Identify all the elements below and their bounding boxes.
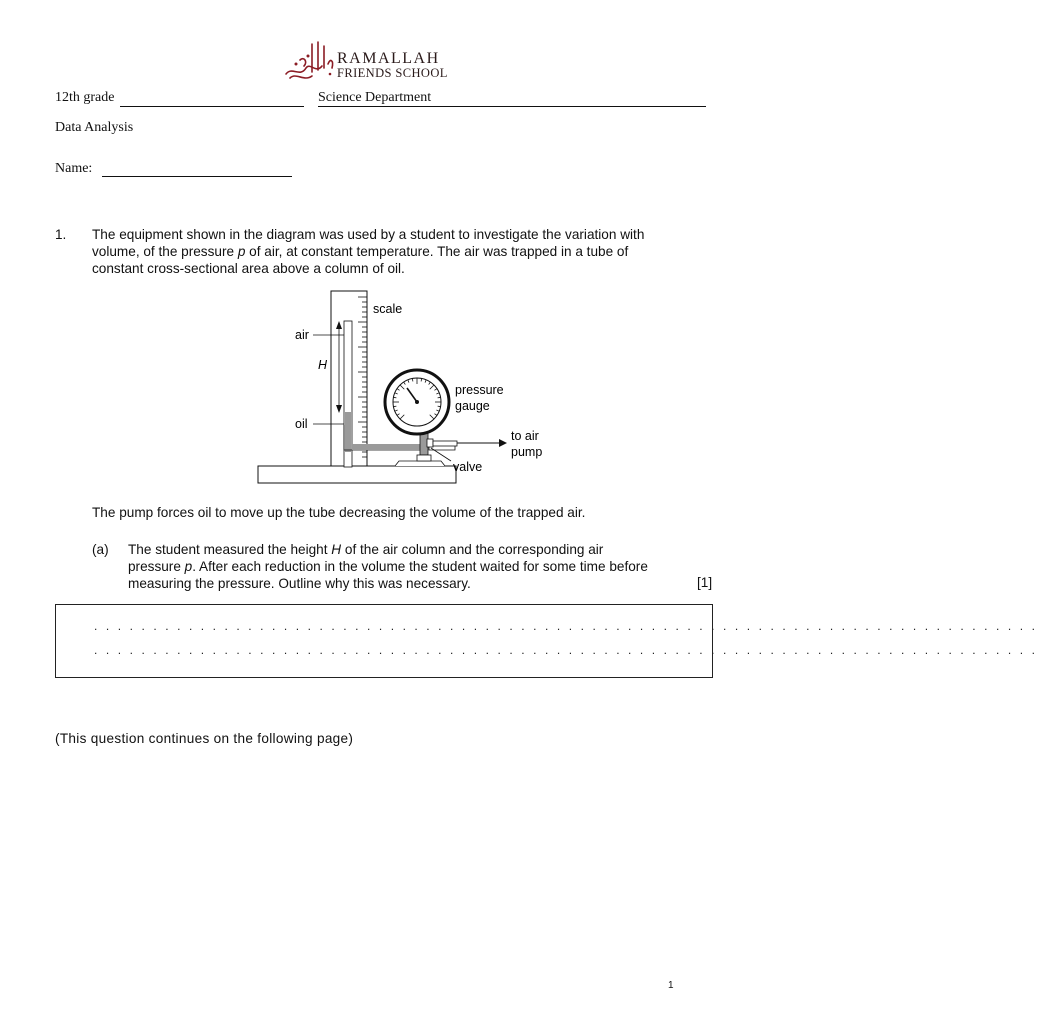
label-gauge: gauge	[455, 399, 490, 413]
label-scale: scale	[373, 302, 403, 316]
name-field[interactable]	[102, 176, 292, 177]
answer-line[interactable]: . . . . . . . . . . . . . . . . . . . . . . . . . . . . . . . . . . . . . . . . . . . . . . . . . . . . . . . . . . . . . . . . . . . . . . . . . . . . . . . .	[94, 643, 1038, 657]
gauge-pivot	[415, 400, 419, 404]
grade-label: 12th grade	[55, 90, 115, 105]
school-name: RAMALLAH	[337, 50, 440, 67]
header-gap	[304, 100, 318, 110]
department-label: Science Department	[318, 90, 432, 105]
part-a-line: measuring the pressure. Outline why this was necessary.	[128, 576, 471, 591]
label-h: H	[318, 358, 328, 372]
pipe-oil	[352, 444, 421, 450]
valve-body	[427, 439, 433, 447]
part-a-label: (a)	[92, 542, 109, 557]
base-block	[258, 466, 456, 483]
question-intro	[92, 226, 712, 277]
part-a-line: The student measured the height H of the air column and the corresponding air	[128, 542, 604, 557]
air-outlet	[433, 441, 457, 446]
school-subtitle: FRIENDS SCHOOL	[337, 66, 448, 80]
part-a-text	[128, 541, 688, 592]
answer-box[interactable]	[55, 604, 1038, 678]
apparatus-diagram	[255, 285, 555, 485]
intro-line: volume, of the pressure p of air, at constant temperature. The air was trapped in a tube of	[92, 244, 629, 259]
label-air: air	[295, 328, 309, 342]
part-a-line: pressure p. After each reduction in the volume the student waited for some time before	[128, 559, 648, 574]
pump-arrowhead	[499, 439, 507, 447]
subject-label: Data Analysis	[55, 120, 134, 135]
gauge-support	[395, 461, 445, 466]
label-valve: valve	[453, 460, 483, 474]
support-foot	[417, 455, 431, 461]
oil-column	[345, 412, 351, 452]
answer-line[interactable]: . . . . . . . . . . . . . . . . . . . . . . . . . . . . . . . . . . . . . . . . . . . . . . . . . . . . . . . . . . . . . . . . . . . . . . . . . . . . . . . .	[94, 619, 1038, 633]
marks-label: [1]	[697, 575, 713, 590]
label-pressure: pressure	[455, 383, 504, 397]
intro-line: constant cross-sectional area above a column of oil.	[92, 261, 405, 276]
continuation-note: (This question continues on the following page)	[55, 731, 354, 746]
page-number: 1	[668, 980, 674, 991]
header-rule	[120, 106, 706, 107]
name-label: Name:	[55, 161, 93, 176]
label-pump: pump	[511, 445, 543, 459]
intro-line: The equipment shown in the diagram was used by a student to investigate the variation with	[92, 227, 645, 242]
pump-statement: The pump forces oil to move up the tube decreasing the volume of the trapped air.	[92, 505, 586, 520]
label-to-air: to air	[511, 429, 539, 443]
label-oil: oil	[295, 417, 308, 431]
question-number: 1.	[55, 227, 67, 242]
